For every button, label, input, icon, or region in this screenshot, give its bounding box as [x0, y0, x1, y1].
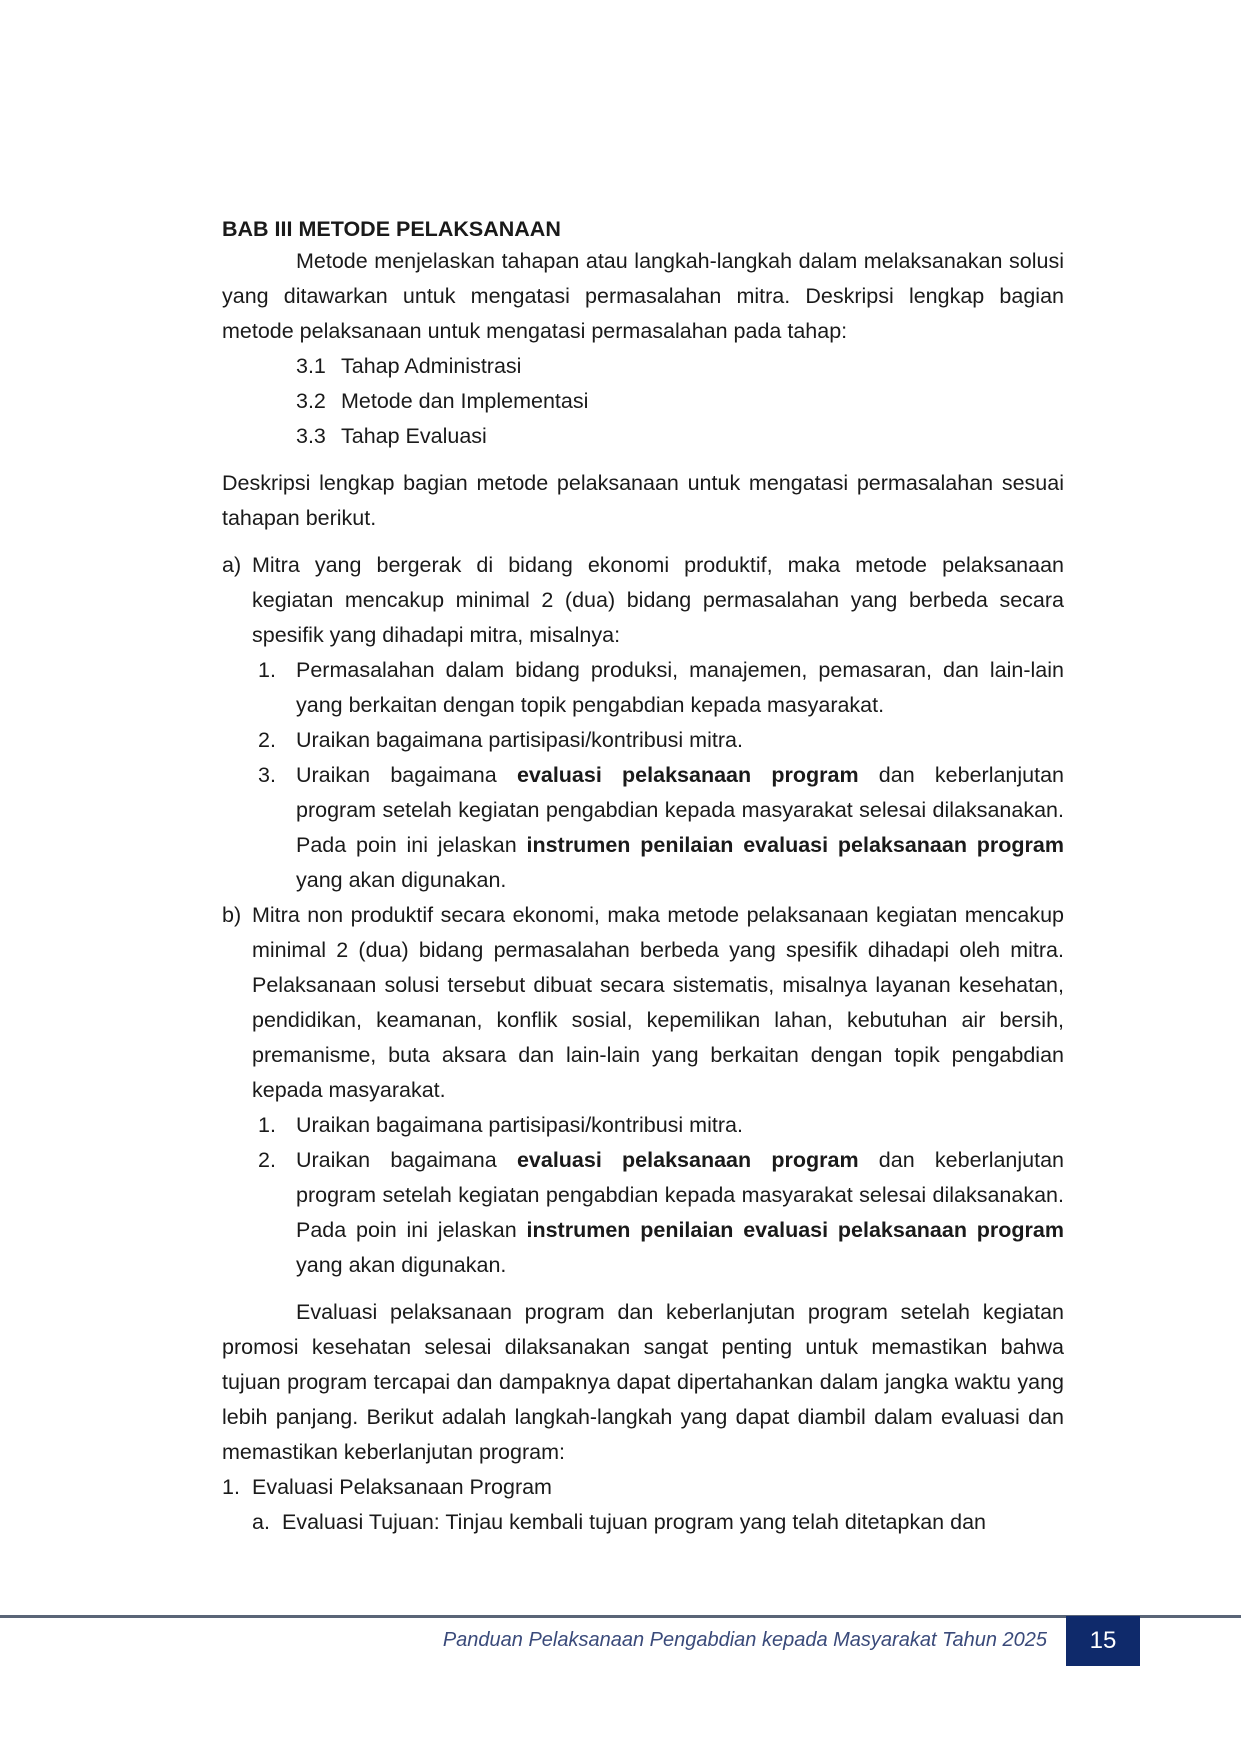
- stage-label: Tahap Evaluasi: [341, 424, 487, 448]
- page-number: 15: [1066, 1616, 1140, 1666]
- list-marker: 1.: [222, 1475, 240, 1499]
- list-item-text: Uraikan bagaimana partisipasi/kontribusi mitra.: [296, 728, 743, 752]
- list-item-text: Evaluasi Tujuan: Tinjau kembali tujuan program yang telah ditetapkan dan: [282, 1510, 986, 1534]
- document-body: [222, 214, 1064, 1540]
- list-marker: a): [222, 553, 242, 577]
- list-item-text: Uraikan bagaimana: [296, 1148, 517, 1172]
- stage-label: Metode dan Implementasi: [341, 389, 589, 413]
- list-marker: 2.: [258, 728, 276, 752]
- stage-number: 3.3: [296, 424, 326, 448]
- sublist-item: [222, 758, 1064, 898]
- footer-title: Panduan Pelaksanaan Pengabdian kepada Masyarakat Tahun 2025: [442, 1629, 1047, 1651]
- sublist-item: [222, 1143, 1064, 1283]
- footer-divider: [0, 1615, 1241, 1618]
- sublist-a: [222, 653, 1064, 898]
- list-marker: 1.: [258, 658, 276, 682]
- list-marker: b): [222, 903, 242, 927]
- sublist-b: [222, 1108, 1064, 1283]
- stage-item: [222, 349, 1064, 384]
- bold-phrase: instrumen penilaian evaluasi pelaksanaan program: [526, 833, 1064, 857]
- list-item-text: yang akan digunakan.: [296, 1253, 507, 1277]
- list-marker: 1.: [258, 1113, 276, 1137]
- eval-sublist-item: [222, 1505, 1064, 1540]
- chapter-heading: BAB III METODE PELAKSANAAN: [222, 217, 561, 241]
- sublist-item: [222, 653, 1064, 723]
- eval-list-item: [222, 1470, 1064, 1505]
- list-item-text: Evaluasi Pelaksanaan Program: [252, 1475, 552, 1499]
- list-item-text: dan keberlanjutan program setelah kegiatan pengabdian kepada masyarakat selesai dilaksanakan. Pada poin ini jelaskan: [296, 763, 1065, 857]
- evaluation-paragraph: Evaluasi pelaksanaan program dan keberlanjutan program setelah kegiatan promosi kesehatan selesai dilaksanakan sangat penting untuk memastikan bahwa tujuan program tercapai dan dampaknya dapat dipertahankan dalam jangka waktu yang lebih panjang. Berikut adalah langkah-langkah yang dapat diambil dalam evaluasi dan memastikan keberlanjutan program:: [222, 1300, 1064, 1464]
- list-item-a: [222, 548, 1064, 653]
- intro-paragraph: Metode menjelaskan tahapan atau langkah-langkah dalam melaksanakan solusi yang ditawarkan untuk mengatasi permasalahan mitra. Deskripsi lengkap bagian metode pelaksanaan untuk mengatasi permasalahan pada tahap:: [222, 249, 1064, 343]
- bold-phrase: evaluasi pelaksanaan program: [516, 1148, 859, 1172]
- bold-phrase: instrumen penilaian evaluasi pelaksanaan program: [526, 1218, 1064, 1242]
- sublist-item: [222, 723, 1064, 758]
- stage-item: [222, 384, 1064, 419]
- list-item-text: dan keberlanjutan program setelah kegiatan pengabdian kepada masyarakat selesai dilaksanakan. Pada poin ini jelaskan: [296, 1148, 1065, 1242]
- list-item-text: Uraikan bagaimana: [296, 763, 517, 787]
- stage-number: 3.1: [296, 354, 326, 378]
- stage-list: [222, 349, 1064, 454]
- list-item-text: yang akan digunakan.: [296, 868, 507, 892]
- list-item-text: Mitra yang bergerak di bidang ekonomi produktif, maka metode pelaksanaan kegiatan mencakup minimal 2 (dua) bidang permasalahan yang berbeda secara spesifik yang dihadapi mitra, misalnya:: [252, 553, 1064, 647]
- list-item-text: Mitra non produktif secara ekonomi, maka metode pelaksanaan kegiatan mencakup minimal 2 (dua) bidang permasalahan berbeda yang spesifik dihadapi oleh mitra. Pelaksanaan solusi tersebut dibuat secara sistematis, misalnya layanan kesehatan, pendidikan, keamanan, konflik sosial, kepemilikan lahan, kebutuhan air bersih, premanisme, buta aksara dan lain-lain yang berkaitan dengan topik pengabdian kepada masyarakat.: [252, 903, 1064, 1102]
- list-item-b: [222, 898, 1064, 1108]
- stage-label: Tahap Administrasi: [341, 354, 522, 378]
- list-marker: a.: [252, 1510, 270, 1534]
- list-item-text: Uraikan bagaimana partisipasi/kontribusi mitra.: [296, 1113, 743, 1137]
- list-marker: 3.: [258, 763, 276, 787]
- sublist-item: [222, 1108, 1064, 1143]
- bold-phrase: evaluasi pelaksanaan program: [516, 763, 859, 787]
- list-item-text: Permasalahan dalam bidang produksi, manajemen, pemasaran, dan lain-lain yang berkaitan dengan topik pengabdian kepada masyarakat.: [296, 658, 1064, 717]
- description-paragraph: Deskripsi lengkap bagian metode pelaksanaan untuk mengatasi permasalahan sesuai tahapan berikut.: [222, 471, 1064, 530]
- stage-number: 3.2: [296, 389, 326, 413]
- stage-item: [222, 419, 1064, 454]
- list-marker: 2.: [258, 1148, 276, 1172]
